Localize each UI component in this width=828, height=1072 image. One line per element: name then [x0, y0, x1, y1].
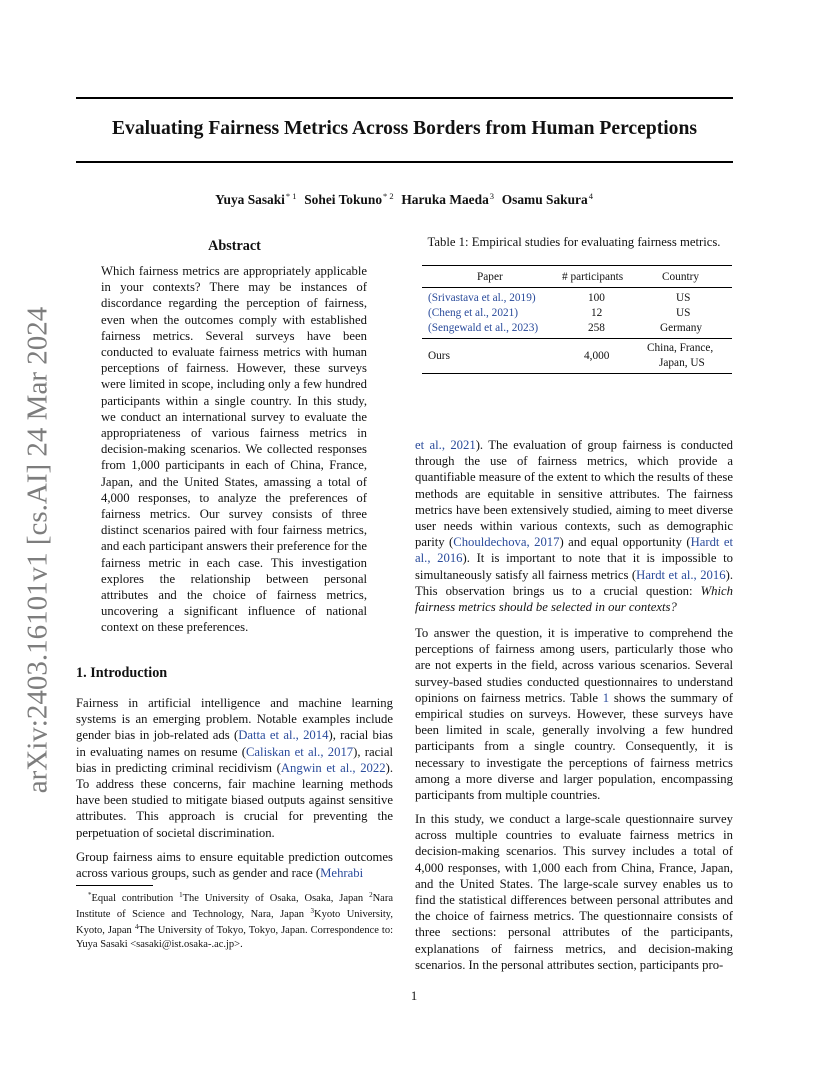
- table-cell-paper-citation[interactable]: (Sengewald et al., 2023): [428, 322, 539, 334]
- table-cell-participants: 4,000: [584, 350, 610, 362]
- footnote-text: The University of Osaka, Osaka, Japan: [182, 893, 370, 904]
- author-affiliation-mark: 4: [588, 191, 593, 201]
- intro-paragraph-1: [76, 695, 393, 841]
- table-header-paper: Paper: [477, 271, 503, 283]
- arxiv-identifier-text: arXiv:2403.16101v1 [cs.AI] 24 Mar 2024: [21, 306, 54, 794]
- footnote-correspondence: Correspondence to: Yuya Sasaki <sasaki@ist.osaka-.ac.jp>.: [76, 925, 394, 950]
- table-cell-country: Japan, US: [659, 357, 705, 369]
- paragraph-text: ). To address these concerns, fair machine learning methods have been studied to mitigate biased outputs against sensitive attributes. This approach is crucial for preventing the perpetuation of societal discrimination.: [76, 760, 393, 840]
- citation-link[interactable]: Hardt et al., 2016: [415, 535, 734, 566]
- paper-title: Evaluating Fairness Metrics Across Borders from Human Perceptions: [111, 118, 698, 139]
- paragraph-text: ). This observation brings us to a crucial question:: [415, 567, 733, 598]
- arxiv-identifier: [18, 300, 58, 800]
- table-header-country: Country: [662, 271, 700, 283]
- page-number: 1: [410, 989, 418, 1003]
- table-cell-country: Germany: [660, 322, 703, 334]
- table-cell-participants: 100: [588, 292, 605, 304]
- table-mid-rule: [422, 338, 732, 339]
- paragraph-text: Fairness in artificial intelligence and machine learning systems is an emerging problem. Notable examples include gender bias in job-related ads (: [76, 696, 393, 743]
- author-name: Osamu Sakura: [501, 192, 588, 207]
- section-heading-introduction: 1. Introduction: [76, 665, 168, 681]
- table-cell-participants: 258: [588, 322, 605, 334]
- author-name: Yuya Sasaki: [215, 192, 285, 207]
- right-paragraph-3: In this study, we conduct a large-scale questionnaire survey across multiple countries to evaluate fairness metrics in decision-making scenarios. This survey includes a total of 4,000 responses, with 1,000 each from China, France, Japan, and the United States. The large-scale survey enables us to find the statistical differences between personal attributes and the choice of fairness metrics. The questionnaire consists of three sections: personal attributes of the participants, explanations of fairness metrics, and decision-making scenarios. In the personal attributes section, participants pro-: [415, 812, 733, 972]
- author-list: [76, 191, 733, 208]
- title-top-rule: [76, 97, 733, 99]
- paragraph-text: ). It is important to note that it is impossible to simultaneously satisfy all fairness metrics (: [415, 551, 733, 582]
- citation-link[interactable]: Datta et al., 2014: [238, 728, 329, 743]
- table-top-rule: [422, 265, 732, 266]
- table-cell-country: US: [676, 292, 691, 304]
- footnote-mark: *: [88, 891, 92, 899]
- author-affiliation-mark: 3: [489, 191, 495, 201]
- table-reference-link[interactable]: 1: [602, 690, 610, 705]
- paragraph-text: Group fairness aims to ensure equitable prediction outcomes across various groups, such as gender and race (: [76, 850, 393, 881]
- intro-paragraph-2: [76, 849, 393, 881]
- title-bottom-rule: [76, 161, 733, 163]
- footnotes: [76, 889, 393, 951]
- paragraph-text: To answer the question, it is imperative to comprehend the perceptions of fairness among users, particularly those who are not experts in the field, across various scenarios. Several survey-based studies conducted questionnaires to understand opinions on fairness metrics. Table: [415, 626, 733, 705]
- table-cell-participants: 12: [591, 307, 603, 319]
- abstract-text: Which fairness metrics are appropriately applicable in your contexts? There may be instances of discordance regarding the perception of fairness, even when the outcomes comply with established fairness metrics. Several surveys have been conducted to evaluate fairness metrics with human perceptions of fairness. However, these surveys were limited in scope, including only a few hundred participants within a single country. In this study, we conduct an international survey to evaluate the appropriateness of various fairness metrics in decision-making scenarios. We collected responses from 1,000 participants in each of China, France, Japan, and the United States, amassing a total of 4,000 responses, to analyze the preferences of fairness metrics. Our survey consists of three distinct scenarios paired with four fairness metrics, and each participant answers their preference for the fairness metric in each case. This investigation explores the relationship between personal attributes and the choice of fairness metrics, uncovering a significant influence of national context on these preferences.: [101, 264, 367, 635]
- table-bottom-rule: [422, 373, 732, 374]
- table-cell-paper-citation[interactable]: (Srivastava et al., 2019): [428, 292, 536, 304]
- citation-link[interactable]: Chouldechova, 2017: [453, 535, 560, 550]
- table-cell-paper-citation[interactable]: (Cheng et al., 2021): [428, 307, 519, 319]
- table-cell-paper: Ours: [428, 350, 450, 362]
- footnote-text: The University of Tokyo, Tokyo, Japan.: [138, 925, 308, 937]
- footnote-text: Kyoto University, Kyoto, Japan: [76, 909, 393, 937]
- table-header-participants: # participants: [562, 271, 624, 283]
- citation-link[interactable]: Hardt et al., 2016: [636, 567, 726, 582]
- table-header-rule: [422, 287, 732, 288]
- research-question: Which fairness metrics should be selected in our contexts?: [415, 583, 733, 615]
- author-name: Sohei Tokuno: [304, 192, 383, 207]
- table-cell-country: China, France,: [647, 342, 714, 354]
- table-caption: Table 1: Empirical studies for evaluating fairness metrics.: [427, 235, 721, 249]
- paragraph-text: ), racial bias in evaluating names on resume (: [76, 728, 393, 759]
- abstract-heading: Abstract: [208, 238, 261, 254]
- table-cell-country: US: [676, 307, 691, 319]
- footnote-mark: 2: [369, 891, 373, 899]
- paragraph-text: ) and equal opportunity (: [559, 535, 691, 550]
- footnote-rule: [76, 885, 153, 886]
- footnote-mark: 1: [179, 891, 183, 899]
- author-name: Haruka Maeda: [401, 192, 489, 207]
- paragraph-text: ). The evaluation of group fairness is conducted through the use of fairness metrics, which provide a quantifiable measure of the extent to which the results of these methods are equitable in sensitive attributes. The fairness metrics have been extensively studied, aiming to meet diverse user needs within various contexts, such as demographic parity (: [415, 438, 733, 550]
- citation-link[interactable]: Caliskan et al., 2017: [245, 744, 354, 759]
- citation-link[interactable]: Mehrabi: [320, 866, 364, 881]
- author-affiliation-mark: * 2: [383, 191, 394, 201]
- author-affiliation-mark: * 1: [285, 191, 297, 201]
- footnote-mark: 4: [134, 923, 139, 932]
- footnote-text: Nara Institute of Science and Technology, Nara, Japan: [76, 893, 393, 921]
- citation-link[interactable]: et al., 2021: [415, 438, 476, 452]
- footnote-mark: 3: [310, 907, 314, 916]
- footnote-text: Equal contribution: [91, 893, 180, 904]
- paragraph-text: shows the summary of empirical studies on surveys. However, these surveys have been limited in scale, generally involving a few hundred participants from a single country. Consequently, it is necessary to investigate the perceptions of fairness metrics among a more diverse and larger population, encompassing participants from multiple countries.: [415, 690, 733, 803]
- right-paragraph-1: [415, 437, 733, 615]
- citation-link[interactable]: Angwin et al., 2022: [280, 760, 386, 775]
- paragraph-text: ), racial bias in predicting criminal recidivism (: [76, 744, 393, 775]
- right-paragraph-2: [415, 625, 733, 803]
